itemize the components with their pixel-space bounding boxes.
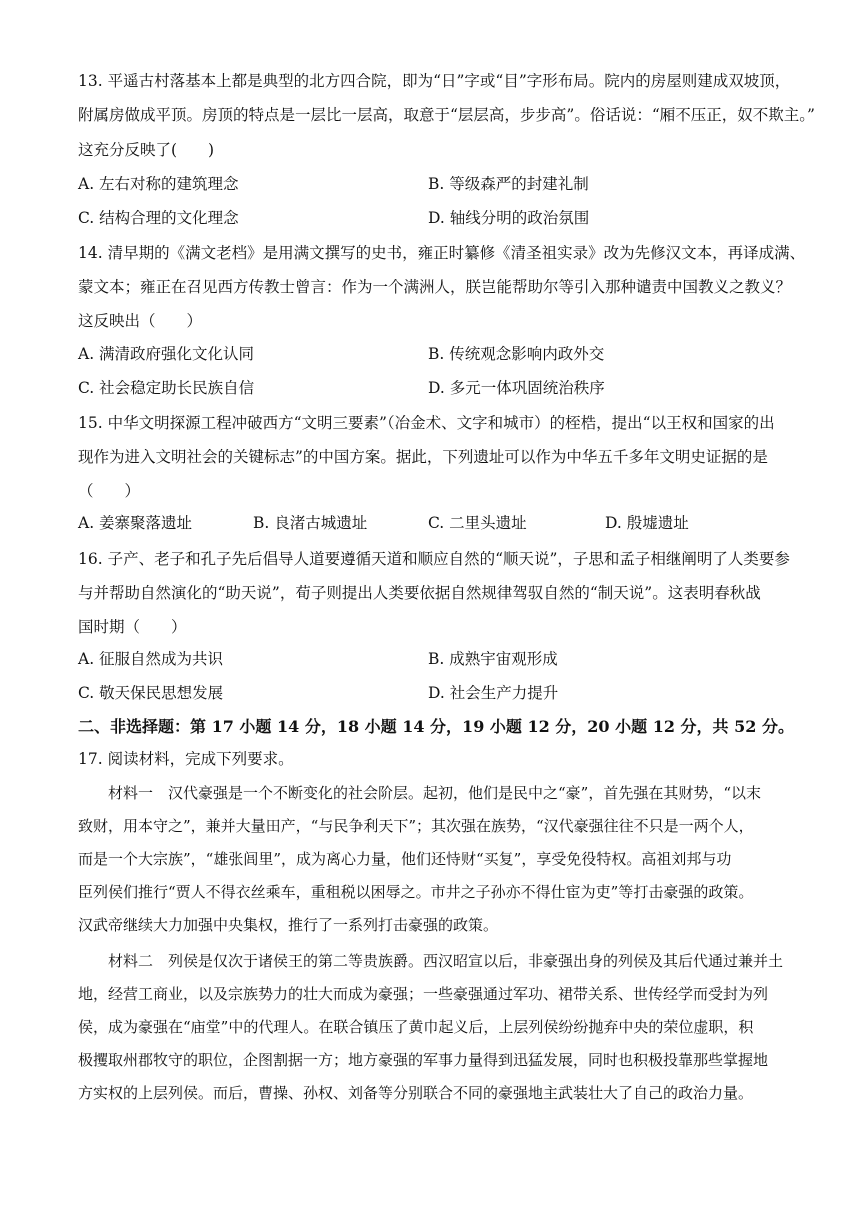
q14-option-c: C. 社会稳定助长民族自信 [78, 379, 255, 397]
q13-line-1: 13. 平遥古村落基本上都是典型的北方四合院，即为“日”字或“目”字形布局。院内的房屋则建成双坡顶， [78, 72, 791, 90]
q14-option-d: D. 多元一体巩固统治秩序 [428, 379, 605, 397]
q15-option-c: C. 二里头遗址 [428, 514, 527, 532]
material-2-line-5: 方实权的上层列侯。而后，曹操、孙权、刘备等分别联合不同的豪强地主武装壮大了自己的政治力量。 [78, 1084, 754, 1102]
q15-option-a: A. 姜寨聚落遗址 [78, 514, 193, 532]
q14-line-2: 蒙文本；雍正在召见西方传教士曾言：作为一个满洲人，朕岂能帮助尔等引入那种谴责中国教义之教义？ [78, 278, 792, 296]
material-2-line-3: 侯，成为豪强在“庙堂”中的代理人。在联合镇压了黄巾起义后，上层列侯纷纷抛弃中央的荣位虚职，积 [78, 1018, 754, 1036]
material-2-line-1: 材料二 列侯是仅次于诸侯王的第二等贵族爵。西汉昭宣以后，非豪强出身的列侯及其后代通过兼并土 [78, 952, 784, 970]
q16-option-b: B. 成熟宇宙观形成 [428, 650, 558, 668]
q13-option-a: A. 左右对称的建筑理念 [78, 175, 239, 193]
q13-option-d: D. 轴线分明的政治氛围 [428, 209, 590, 227]
material-1-line-5: 汉武帝继续大力加强中央集权，推行了一系列打击豪强的政策。 [78, 916, 499, 934]
q15-option-d: D. 殷墟遗址 [605, 514, 689, 532]
q16-option-d: D. 社会生产力提升 [428, 684, 559, 702]
q16-option-c: C. 敬天保民思想发展 [78, 684, 224, 702]
q14-line-1: 14. 清早期的《满文老档》是用满文撰写的史书，雍正时纂修《清圣祖实录》改为先修汉文本，再译成满、 [78, 244, 806, 262]
material-2-line-4: 极攫取州郡牧守的职位，企图割据一方；地方豪强的军事力量得到迅猛发展，同时也积极投靠那些掌握地 [78, 1051, 769, 1069]
material-1-line-4: 臣列侯们推行“贾人不得衣丝乘车，重租税以困辱之。市井之子孙亦不得仕宦为吏”等打击豪强的政策。 [78, 883, 754, 901]
material-2-line-2: 地，经营工商业，以及宗族势力的壮大而成为豪强；一些豪强通过军功、裙带关系、世传经学而受封为列 [78, 985, 769, 1003]
q15-option-b: B. 良渚古城遗址 [253, 514, 368, 532]
material-1-line-2: 致财，用本守之”，兼并大量田产，“与民争利天下”；其次强在族势，“汉代豪强往往不只是一两个人， [78, 817, 754, 835]
material-1-line-3: 而是一个大宗族”，“雄张闾里”，成为离心力量，他们还恃财“买复”，享受免役特权。高祖刘邦与功 [78, 850, 732, 868]
q16-line-1: 16. 子产、老子和孔子先后倡导人道要遵循天道和顺应自然的“顺天说”，子思和孟子相继阐明了人类要参 [78, 550, 790, 568]
q14-line-3: 这反映出（ ） [78, 312, 203, 330]
q16-option-a: A. 征服自然成为共识 [78, 650, 224, 668]
q14-option-b: B. 传统观念影响内政外交 [428, 345, 605, 363]
material-1-line-1: 材料一 汉代豪强是一个不断变化的社会阶层。起初，他们是民中之“豪”，首先强在其财势，“以末 [78, 784, 762, 802]
q15-line-2: 现作为进入文明社会的关键标志”的中国方案。据此，下列遗址可以作为中华五千多年文明史证据的是 [78, 448, 768, 466]
q13-option-b: B. 等级森严的封建礼制 [428, 175, 589, 193]
q16-line-3: 国时期（ ） [78, 618, 187, 636]
q13-option-c: C. 结构合理的文化理念 [78, 209, 239, 227]
q14-option-a: A. 满清政府强化文化认同 [78, 345, 255, 363]
q17-prompt: 17. 阅读材料，完成下列要求。 [78, 750, 294, 768]
q15-line-3: （ ） [78, 482, 141, 500]
q13-line-2: 附属房做成平顶。房顶的特点是一层比一层高，取意于“层层高，步步高”。俗话说：“厢不压正，奴不欺主。” [78, 106, 815, 124]
q15-line-1: 15. 中华文明探源工程冲破西方“文明三要素”（冶金术、文字和城市）的桎梏，提出“以王权和国家的出 [78, 414, 775, 432]
q13-line-3: 这充分反映了( ) [78, 141, 215, 159]
q16-line-2: 与并帮助自然演化的“助天说”，荀子则提出人类要依据自然规律驾驭自然的“制天说”。这表明春秋战 [78, 584, 761, 602]
section-heading: 二、非选择题：第 17 小题 14 分，18 小题 14 分，19 小题 12 分，20 小题 12 分，共 52 分。 [78, 717, 794, 736]
